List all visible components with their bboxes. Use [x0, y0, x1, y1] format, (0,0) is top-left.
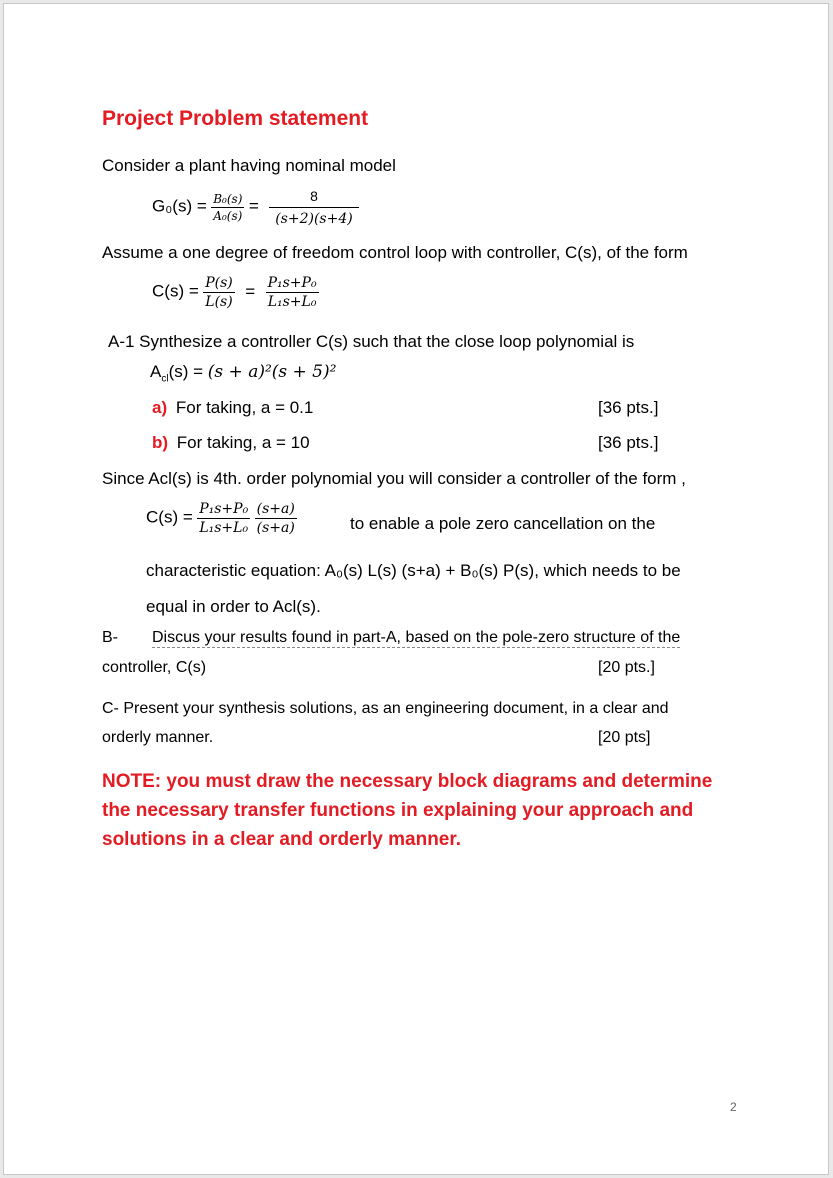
acl-sub: cl — [161, 373, 169, 385]
item-b-pts: [36 pts.] — [598, 433, 659, 452]
page-number: 2 — [730, 1100, 737, 1114]
note-line-1: NOTE: you must draw the necessary block diagrams and determine — [102, 771, 713, 792]
controller2-formula — [146, 501, 297, 536]
acl-lhs: A — [150, 362, 162, 381]
controller-frac1-num: P(s) — [205, 275, 233, 291]
c-line2: orderly manner. — [102, 729, 214, 746]
controller-frac1-den: L(s) — [205, 294, 233, 310]
item-b — [152, 433, 310, 453]
c-pts: [20 pts] — [598, 729, 651, 746]
c-text: C- Present your synthesis solutions, as an engineering document, in a clear and — [102, 700, 669, 717]
item-b-text: For taking, a = 10 — [176, 433, 310, 452]
note-block — [102, 767, 712, 854]
controller-formula — [152, 275, 319, 310]
controller-fraction-1 — [203, 275, 235, 310]
controller-eq: = — [245, 281, 256, 301]
item-a-label: a) — [152, 398, 168, 417]
plant-frac2-den: (s+2)(s+4) — [275, 211, 353, 227]
acl-formula — [150, 362, 336, 384]
controller-frac2-num: P₁s+P₀ — [267, 275, 317, 291]
controller2-frac2-den: (s+a) — [256, 520, 295, 536]
plant-frac1-num: B₀(s) — [213, 192, 243, 206]
item-a-text: For taking, a = 0.1 — [175, 398, 314, 417]
acl-expr: (s + a)²(s + 5)² — [207, 362, 337, 382]
intro-text: Consider a plant having nominal model — [102, 156, 396, 175]
controller2-frac1-num: P₁s+P₀ — [199, 501, 249, 517]
plant-lhs: G₀(s) = — [152, 196, 207, 216]
assume-text: Assume a one degree of freedom control loop with controller, C(s), of the form — [102, 243, 688, 262]
controller-frac2-den: L₁s+L₀ — [267, 294, 317, 310]
plant-formula — [152, 188, 359, 227]
b-line2: controller, C(s) — [102, 659, 207, 676]
controller2-fraction-1 — [197, 501, 250, 536]
page-title: Project Problem statement — [102, 107, 369, 130]
document-page — [3, 3, 829, 1175]
equal-text: equal in order to Acl(s). — [146, 597, 321, 616]
controller2-frac1-den: L₁s+L₀ — [199, 520, 249, 536]
since-text: Since Acl(s) is 4th. order polynomial you will consider a controller of the form , — [102, 469, 686, 488]
controller2-fraction-2 — [255, 501, 297, 536]
item-b-label: b) — [152, 433, 169, 452]
note-line-3: solutions in a clear and orderly manner. — [102, 829, 461, 850]
plant-frac1-den: A₀(s) — [213, 209, 243, 223]
plant-eq: = — [248, 196, 259, 216]
plant-fraction-1 — [211, 192, 244, 223]
b-text: Discus your results found in part-A, based on the pole-zero structure of the — [152, 629, 681, 646]
item-a — [152, 398, 313, 418]
plant-fraction-2 — [269, 188, 359, 227]
controller2-frac2-num: (s+a) — [256, 501, 295, 517]
item-a-pts: [36 pts.] — [598, 398, 659, 417]
controller2-tail: to enable a pole zero cancellation on the — [350, 514, 656, 533]
a1-text: A-1 Synthesize a controller C(s) such that the close loop polynomial is — [108, 332, 635, 351]
b-pts: [20 pts.] — [598, 659, 655, 676]
plant-frac2-num: 8 — [269, 188, 359, 208]
controller2-lhs: C(s) = — [146, 507, 193, 527]
controller-fraction-2 — [266, 275, 319, 310]
b-label: B- — [102, 629, 118, 646]
char-eq-text: characteristic equation: A₀(s) L(s) (s+a) + B₀(s) P(s), which needs to be — [146, 561, 681, 580]
controller-lhs: C(s) = — [152, 281, 199, 301]
note-line-2: the necessary transfer functions in explaining your approach and — [102, 800, 694, 821]
acl-rest: (s) = — [168, 362, 208, 381]
